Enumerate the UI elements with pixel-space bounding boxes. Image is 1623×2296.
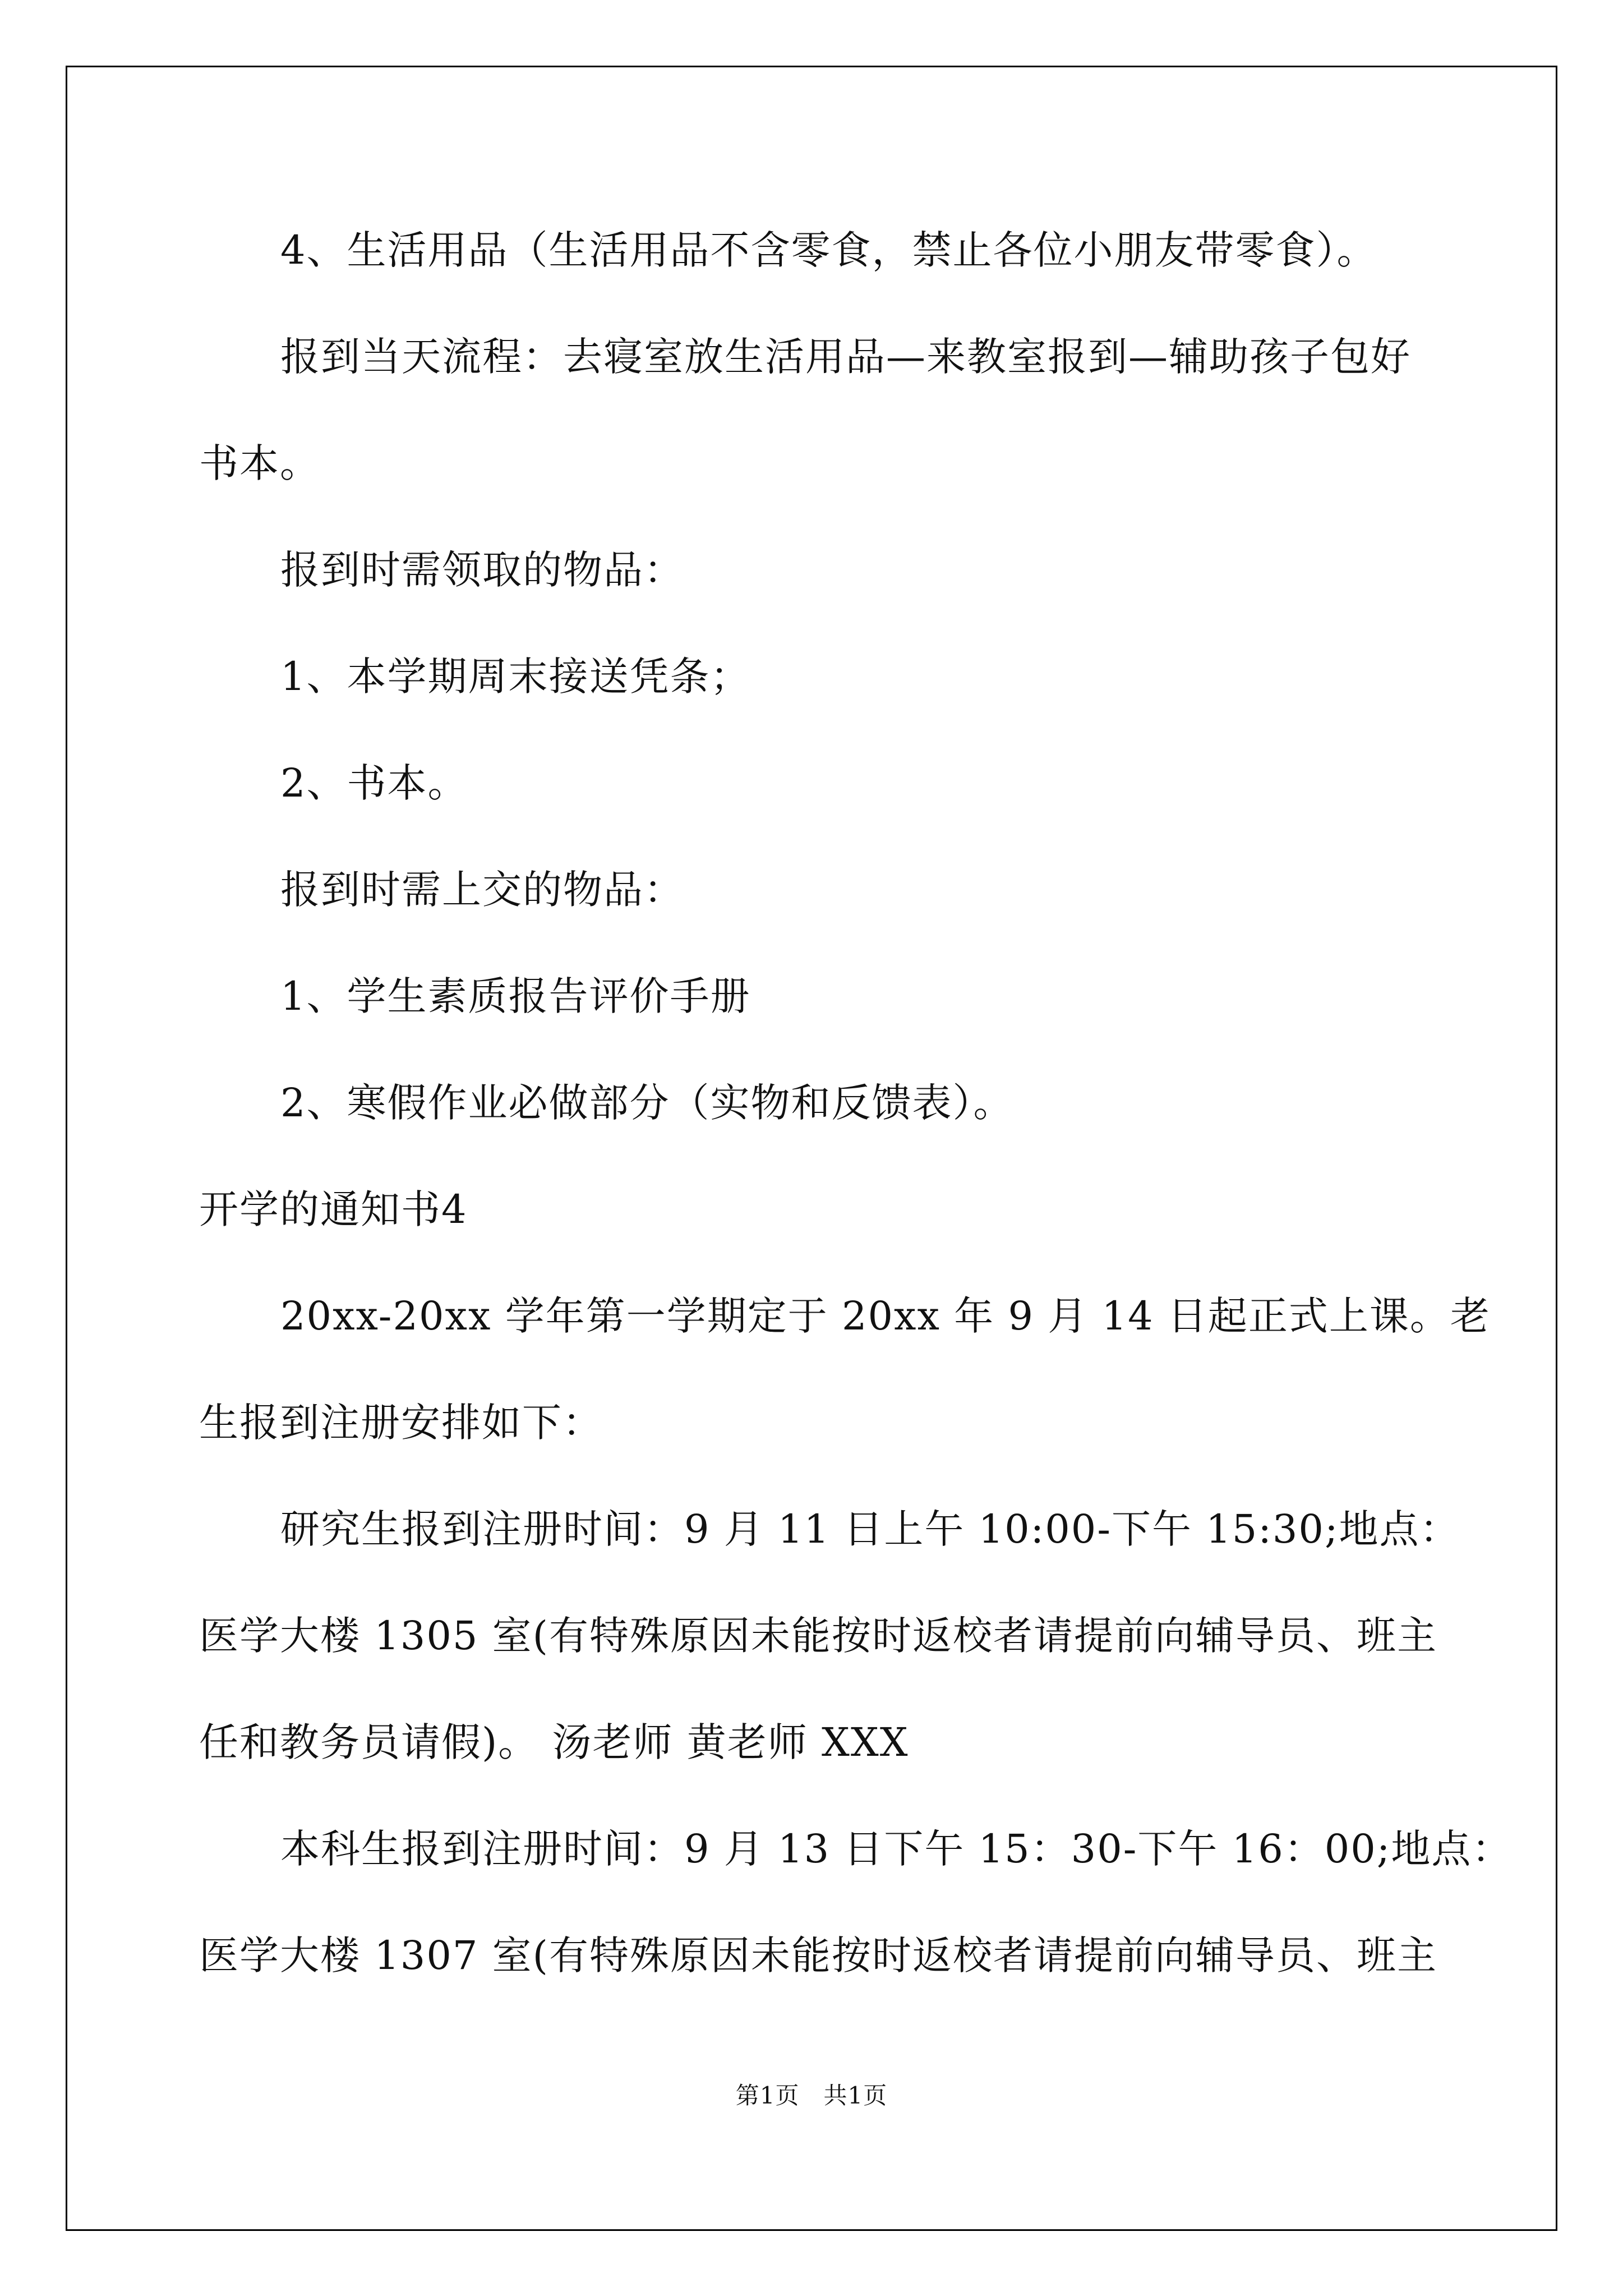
text-line: 2、书本。	[280, 760, 468, 806]
text-line: 报到时需领取的物品：	[280, 547, 684, 593]
text-line: 医学大楼 1307 室(有特殊原因未能按时返校者请提前向辅导员、班主	[199, 1932, 1437, 1978]
text-line: 1、学生素质报告评价手册	[280, 973, 751, 1019]
text-line: 生报到注册安排如下：	[199, 1400, 603, 1446]
text-line: 医学大楼 1305 室(有特殊原因未能按时返校者请提前向辅导员、班主	[199, 1613, 1437, 1659]
text-line: 任和教务员请假)。 汤老师 黄老师 XXX	[199, 1719, 909, 1765]
page-number-footer: 第1页 共1页	[735, 2082, 888, 2109]
text-line: 20xx-20xx 学年第一学期定于 20xx 年 9 月 14 日起正式上课。老	[280, 1293, 1491, 1339]
section-heading: 开学的通知书4	[199, 1186, 468, 1232]
text-line: 报到当天流程：去寝室放生活用品—来教室报到—辅助孩子包好	[280, 334, 1411, 380]
text-line: 4、生活用品（生活用品不含零食，禁止各位小朋友带零食）。	[280, 227, 1377, 273]
text-line: 报到时需上交的物品：	[280, 867, 684, 913]
text-line: 本科生报到注册时间：9 月 13 日下午 15：30-下午 16：00;地点：	[280, 1826, 1513, 1872]
text-line: 书本。	[199, 440, 320, 486]
text-line: 研究生报到注册时间：9 月 11 日上午 10:00-下午 15:30;地点：	[280, 1506, 1460, 1552]
text-line: 1、本学期周末接送凭条；	[280, 654, 751, 700]
text-line: 2、寒假作业必做部分（实物和反馈表）。	[280, 1080, 1014, 1126]
page-frame	[66, 66, 1557, 2231]
